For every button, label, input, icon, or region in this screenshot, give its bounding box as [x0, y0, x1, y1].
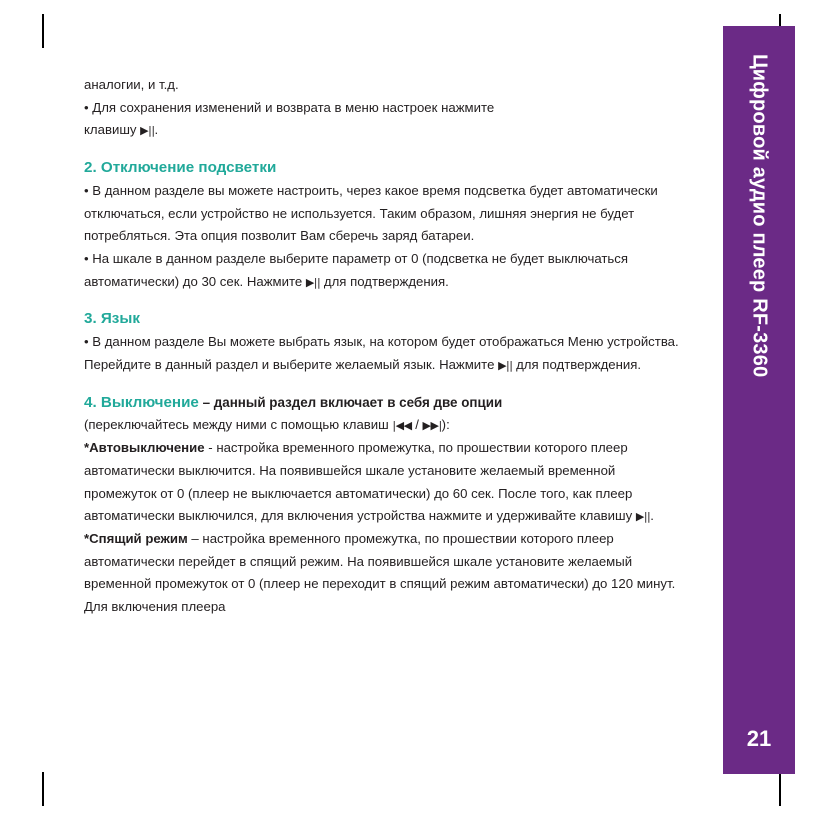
crop-mark-bottom-left [42, 772, 44, 806]
play-pause-icon: ▶|| [498, 358, 513, 372]
play-pause-icon: ▶|| [635, 510, 651, 524]
page-text-column [84, 74, 684, 619]
intro-bullet [84, 97, 684, 142]
spine-title: Цифровой аудио плеер RF-3360 [748, 54, 771, 378]
auto-off-paragraph [84, 437, 684, 528]
section4-p1-pre: (переключайтесь между ними с помощью клавиш [84, 417, 393, 433]
page-spine [723, 26, 795, 774]
section2-p2-post: для подтверждения. [320, 273, 449, 289]
sleep-mode-paragraph [84, 528, 684, 619]
previous-track-icon: |◀◀ [392, 419, 412, 433]
auto-off-body-post: . [650, 508, 654, 524]
auto-off-label: *Автовыключение [84, 440, 205, 456]
section-heading-4 [84, 392, 684, 415]
spacer [84, 293, 684, 308]
section4-p1-post: ): [441, 417, 450, 433]
section3-p1-post: для подтверждения. [512, 356, 642, 372]
sleep-mode-label: *Спящий режим [84, 530, 188, 546]
section4-heading-continuation: – данный раздел включает в себя две опции [198, 394, 503, 410]
intro-line: аналогии, и т.д. [84, 77, 179, 92]
section2-p2-pre: • На шкале в данном разделе выберите параметр от 0 (подсветка не будет выключаться автоматически) до 30 сек. Нажмите [84, 251, 629, 289]
section4-heading-label: 4. Выключение [84, 393, 199, 411]
play-pause-icon: ▶|| [140, 124, 155, 138]
crop-mark-top-left [42, 14, 44, 48]
section3-p1-pre: • В данном разделе Вы можете выбрать язык, на котором будет отображаться Меню устройства. Перейдите в данный раздел и выберите желаемый язык. Нажмите [84, 334, 679, 372]
section-heading-2: 2. Отключение подсветки [84, 159, 277, 177]
crop-mark-bottom-right [779, 772, 781, 806]
intro-bullet-continuation: клавишу [84, 122, 141, 138]
section2-paragraph-2 [84, 248, 684, 293]
section-heading-3: 3. Язык [84, 310, 140, 328]
section4-paragraph-1 [84, 414, 684, 437]
next-track-icon: ▶▶| [422, 419, 442, 433]
play-pause-icon: ▶|| [305, 275, 321, 289]
section4-p1-mid: / [411, 417, 423, 433]
page-number: 21 [746, 726, 772, 751]
intro-bullet-period: . [154, 122, 159, 138]
section2-paragraph-1: • В данном разделе вы можете настроить, через какое время подсветка будет автоматически отключаться, если устройство не используется. Таким образом, лишняя энергия не будет потребляться. Эта опция позволит Вам сберечь заряд батареи. [84, 182, 658, 244]
intro-bullet-text: • Для сохранения изменений и возврата в меню настроек нажмите [84, 99, 495, 115]
sleep-mode-body: – настройка временного промежутка, по прошествии которого плеер автоматически перейдет в спящий режим. На появившейся шкале установите желаемый временной промежуток от 0 (плеер не переходит в спящий режим автоматически) до 120 минут. Для включения плеера [84, 530, 676, 615]
section3-paragraph-1 [84, 331, 684, 376]
spacer [84, 377, 684, 392]
auto-off-body-pre: - настройка временного промежутка, по прошествии которого плеер автоматически выключится. На появившейся шкале установите желаемый временной промежуток от 0 (плеер не выключается автоматически) до 60 сек. После того, как плеер автоматически выключился, для включения устройства нажмите и удерживайте клавишу [84, 440, 636, 524]
spacer [84, 142, 684, 157]
